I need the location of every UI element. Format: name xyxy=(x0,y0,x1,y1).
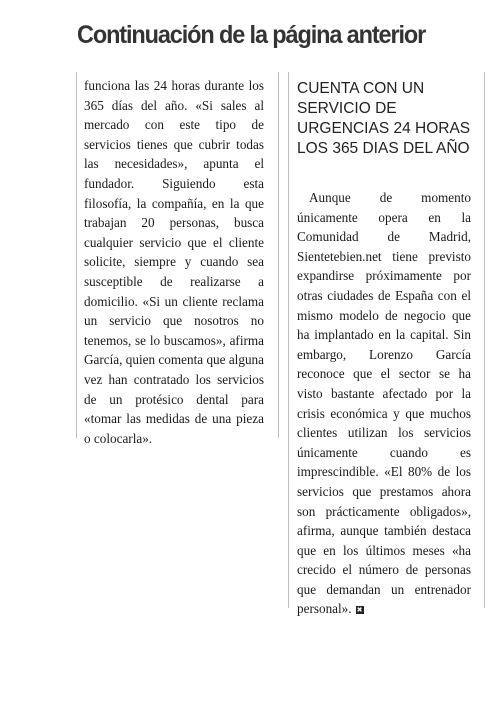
left-column-text: funciona las 24 horas durante los 365 días del año. «Si sales al mercado con este tipo de servicios tienes que cubrir todas las necesidades», apunta el fundador. Siguiendo esta filosofía, la compañía, en la que trabajan 20 personas, busca cualquier servicio que el cliente solicite, siempre y cuando sea susceptible de realizarse a domicilio. «Si un cliente reclama un servicio que nosotros no tenemos, se lo buscamos», afirma García, quien comenta que alguna vez han contratado los servicios de un protésico dental para «tomar las medidas de una pieza o colocarla». xyxy=(84,78,264,446)
page-headline: Continuación de la página anterior xyxy=(77,21,426,49)
end-of-article-icon: ✖ xyxy=(356,606,363,615)
article-body-left xyxy=(84,76,264,448)
sidebar-text: Aunque de momento únicamente opera en la Comunidad de Madrid, Sientetebien.net tiene previsto expandirse próximamente por otras ciudades de España con el mismo modelo de negocio que ha implantado en la capital. Sin embargo, Lorenzo García reconoce que el sector se ha visto bastante afectado por la crisis económica y que muchos clientes utilizan los servicios únicamente cuando es imprescindible. «El 80% de los servicios que prestamos ahora son prácticamente obligados», afirma, aunque también destaca que en los últimos meses «ha crecido el número de personas que demandan un entrenador personal». xyxy=(297,190,471,617)
sidebar-body xyxy=(297,188,471,619)
column-separator xyxy=(278,72,279,438)
sidebar-heading: CUENTA CON UN SERVICIO DE URGENCIAS 24 HORAS LOS 365 DIAS DEL AÑO xyxy=(297,80,471,157)
sidebar-left-rule xyxy=(288,72,289,608)
sidebar-right-rule xyxy=(484,72,485,608)
left-column-rule xyxy=(76,72,77,438)
